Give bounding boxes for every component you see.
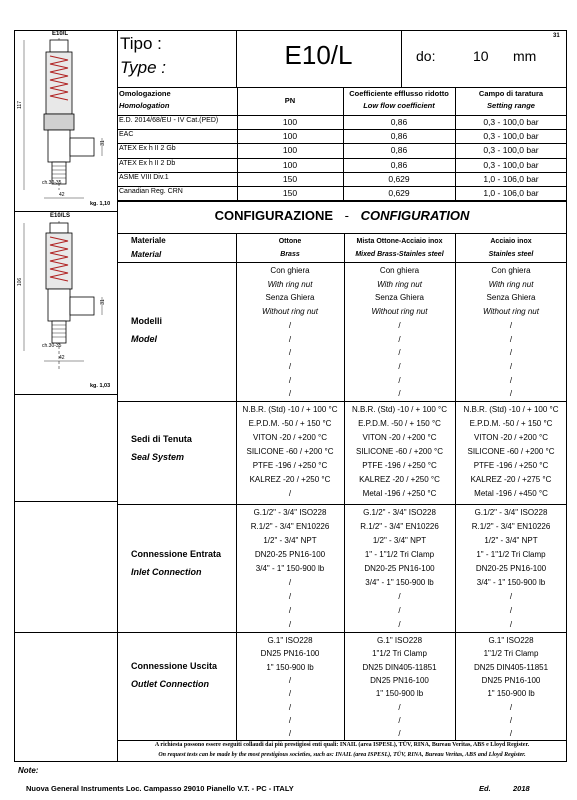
dim-width: 31 xyxy=(99,140,106,146)
drawing-title: E10/LS xyxy=(50,213,71,219)
homol-cell-name: Canadian Reg. CRN xyxy=(119,188,183,195)
model-code: E10/L xyxy=(284,40,353,70)
homol-col-range-it: Campo di taratura xyxy=(478,89,544,98)
valve-section-icon xyxy=(14,30,117,211)
section-line-3 xyxy=(117,632,567,633)
material-brass-it: Ottone xyxy=(278,238,302,245)
config-cell: With ring nut xyxy=(377,279,422,289)
config-cell: N.B.R. (Std) -10 / + 100 °C xyxy=(351,405,447,414)
config-cell: / xyxy=(398,361,401,371)
config-cell: / xyxy=(288,348,292,358)
homol-row-line xyxy=(117,186,567,187)
section-line-2 xyxy=(117,504,567,505)
config-cell: 1" - 1"1/2 Tri Clamp xyxy=(364,550,435,559)
config-cell: / xyxy=(288,702,292,712)
config-cell: With ring nut xyxy=(488,279,534,289)
config-cell: Without ring nut xyxy=(483,307,539,317)
homol-cell-range: 0,3 - 100,0 bar xyxy=(483,117,539,127)
config-cell: Metal -196 / +250 °C xyxy=(362,489,437,498)
homol-row-line xyxy=(117,129,567,130)
config-cell: / xyxy=(509,592,513,601)
drawing-sep-3 xyxy=(14,501,117,502)
config-cell: / xyxy=(288,320,292,330)
config-cell: / xyxy=(288,375,292,385)
config-cell: E.P.D.M. -50 / + 150 °C xyxy=(469,419,553,428)
config-cell: 1/2" - 3/4" NPT xyxy=(484,536,538,545)
valve-drawing-e10ls xyxy=(14,211,117,394)
footnote-en: On request tests can be made by the most prestigious societies, such as: INAIL (area ISPESL), TÜV, RINA, Bureau Veritas, ABS and Lloyd Register. xyxy=(158,752,526,758)
config-cell: / xyxy=(509,361,513,371)
config-cell: DN25 PN16-100 xyxy=(260,649,320,659)
config-title-it: CONFIGURAZIONE xyxy=(214,208,334,223)
homol-cell-range: 1,0 - 106,0 bar xyxy=(483,173,539,184)
config-cell: SILICONE -60 / +200 °C xyxy=(246,447,334,456)
material-stainless-en: Stainles steel xyxy=(488,251,534,258)
config-cell: / xyxy=(509,620,513,629)
dim-thread: ch.30-35 xyxy=(42,180,62,186)
config-cell: PTFE -196 / +250 °C xyxy=(473,461,549,470)
config-cell: KALREZ -20 / +275 °C xyxy=(470,475,552,484)
config-cell: / xyxy=(288,592,292,601)
config-cell: / xyxy=(398,592,401,601)
drawing-sep-4 xyxy=(14,632,117,633)
config-cell: DN20-25 PN16-100 xyxy=(364,564,435,573)
config-cell: 3/4" - 1" 150-900 lb xyxy=(365,578,434,587)
config-cell: / xyxy=(509,334,513,344)
homol-cell-name: ASME VIII Div.1 xyxy=(119,173,169,181)
config-cell: R.1/2" - 3/4" EN10226 xyxy=(471,522,551,531)
config-cell: 1" 150-900 lb xyxy=(375,689,424,699)
config-cell: / xyxy=(288,729,292,739)
homol-row-line xyxy=(117,172,567,173)
homol-cell-range: 0,3 - 100,0 bar xyxy=(483,131,539,142)
homol-cell-coef: 0,629 xyxy=(388,188,410,198)
config-cell: Without ring nut xyxy=(371,307,428,317)
config-cell: With ring nut xyxy=(267,279,313,289)
valve-drawing-e10l xyxy=(14,30,117,211)
header-div-2 xyxy=(401,30,402,87)
footer-year: 2018 xyxy=(513,784,530,793)
config-cell: / xyxy=(509,320,513,330)
config-cell: 1/2" - 3/4" NPT xyxy=(372,536,427,545)
dim-height: 117 xyxy=(16,101,23,109)
section-label-it: Connessione Entrata xyxy=(131,549,222,559)
config-cell: N.B.R. (Std) -10 / + 100 °C xyxy=(463,405,559,414)
homol-cell-name: ATEX Ex h II 2 Gb xyxy=(119,145,176,153)
config-cell: / xyxy=(398,389,401,399)
config-cell: 3/4" - 1" 150-900 lb xyxy=(476,578,546,587)
config-cell: / xyxy=(288,578,292,587)
do-value: 10 xyxy=(473,48,489,64)
homol-col-range-en: Setting range xyxy=(487,101,535,110)
config-cell: G.1/2" - 3/4" ISO228 xyxy=(474,508,548,517)
type-label: Type : xyxy=(120,58,166,77)
homol-cell-pn: 100 xyxy=(282,145,298,156)
section-label-it: Connessione Uscita xyxy=(131,661,218,671)
config-title xyxy=(117,208,567,223)
homol-cell-name: ATEX Ex h II 2 Db xyxy=(119,159,176,167)
drawing-title: E10/L xyxy=(52,31,69,37)
drawing-column-divider xyxy=(117,30,118,762)
homol-row-line xyxy=(117,143,567,144)
page-number: 31 xyxy=(553,33,560,39)
config-cell: / xyxy=(509,729,513,739)
config-cell: DN25 DIN405-11851 xyxy=(362,662,437,672)
config-cell: / xyxy=(288,606,292,615)
config-cell: / xyxy=(288,689,292,699)
homol-cell-name: E.D. 2014/68/EU - IV Cat.(PED) xyxy=(119,117,219,124)
homol-cell-coef: 0,629 xyxy=(388,173,410,184)
section-label-en: Seal System xyxy=(131,452,185,462)
config-cell: E.P.D.M. -50 / + 150 °C xyxy=(358,419,441,428)
section-label-en: Model xyxy=(131,334,157,344)
section-label-en: Inlet Connection xyxy=(131,567,202,577)
config-cell: 1" 150-900 lb xyxy=(487,689,535,699)
drawing-weight: kg. 1,10 xyxy=(90,201,111,207)
config-cell: / xyxy=(509,348,513,358)
drawing-sep-2 xyxy=(14,394,117,395)
config-cell: / xyxy=(398,729,401,739)
config-cell: Without ring nut xyxy=(262,307,318,317)
homol-col-coef-it: Coefficiente efflusso ridotto xyxy=(349,89,449,98)
material-stainless-it: Acciaio inox xyxy=(490,238,532,245)
config-cell: G.1/2" - 3/4" ISO228 xyxy=(253,508,327,517)
config-cell: / xyxy=(509,715,513,725)
config-cell: / xyxy=(398,702,401,712)
drawing-weight: kg. 1,03 xyxy=(90,383,111,389)
footer-ed-label: Ed. xyxy=(479,784,491,793)
config-cell: / xyxy=(398,334,401,344)
dim-base: 42 xyxy=(59,192,65,198)
config-cell: Con ghiera xyxy=(379,266,420,275)
config-title-dash: - xyxy=(344,208,349,223)
config-cell: / xyxy=(398,375,401,385)
homol-cell-range: 0,3 - 100,0 bar xyxy=(483,145,539,156)
config-cell: G.1" ISO228 xyxy=(488,636,534,645)
config-cell: VITON -20 / +200 °C xyxy=(253,433,327,442)
homol-cell-coef: 0,86 xyxy=(390,117,408,127)
config-cell: SILICONE -60 / +200 °C xyxy=(467,447,555,456)
config-cell: G.1" ISO228 xyxy=(267,636,313,645)
config-cell: / xyxy=(288,389,292,399)
config-cell: G.1" ISO228 xyxy=(376,636,423,645)
config-cell: 1/2" - 3/4" NPT xyxy=(263,536,317,545)
config-title-en: CONFIGURATION xyxy=(360,208,470,223)
config-cell: / xyxy=(398,348,401,358)
config-top-line xyxy=(117,200,567,202)
material-label-it: Materiale xyxy=(131,236,166,245)
config-cell: / xyxy=(288,489,292,498)
config-cell: KALREZ -20 / +250 °C xyxy=(359,475,440,484)
material-line xyxy=(117,262,567,263)
config-cell: Metal -196 / +450 °C xyxy=(474,489,548,498)
homol-col-coef-en: Low flow coefficient xyxy=(363,101,435,110)
dim-base: 42 xyxy=(59,355,65,361)
homol-cell-pn: 150 xyxy=(282,188,298,198)
config-cell: 1"1/2 Tri Clamp xyxy=(372,649,427,659)
homol-cell-coef: 0,86 xyxy=(390,159,408,170)
config-cell: DN25 DIN405-11851 xyxy=(473,662,549,672)
config-cell: / xyxy=(509,375,513,385)
config-cell: DN20-25 PN16-100 xyxy=(475,564,547,573)
config-cell: / xyxy=(509,389,513,399)
tipo-label: Tipo : xyxy=(120,34,162,53)
config-cell: E.P.D.M. -50 / + 150 °C xyxy=(248,419,332,428)
header-bottom-line xyxy=(117,87,567,88)
config-cell: DN25 PN16-100 xyxy=(481,675,541,685)
homol-col-name-it: Omologazione xyxy=(119,89,171,98)
dim-width: 31 xyxy=(99,299,106,305)
homol-cell-name: EAC xyxy=(119,131,134,139)
config-cell: 1" - 1"1/2 Tri Clamp xyxy=(476,550,546,559)
section-line-1 xyxy=(117,401,567,402)
config-cell: 3/4" - 1" 150-900 lb xyxy=(255,564,325,573)
config-cell: G.1/2" - 3/4" ISO228 xyxy=(363,508,436,517)
config-cell: R.1/2" - 3/4" EN10226 xyxy=(250,522,330,531)
homol-cell-range: 0,3 - 100,0 bar xyxy=(483,159,539,170)
footer-company: Nuova General Instruments Loc. Campasso 29010 Pianello V.T. - PC - ITALY xyxy=(26,784,294,793)
homol-cell-pn: 100 xyxy=(282,159,298,170)
homol-cell-range: 1,0 - 106,0 bar xyxy=(483,188,539,198)
config-cell: / xyxy=(288,675,292,685)
config-cell: SILICONE -60 / +200 °C xyxy=(355,447,443,456)
config-cell: N.B.R. (Std) -10 / + 100 °C xyxy=(242,405,338,414)
config-cell: Con ghiera xyxy=(270,266,310,275)
config-cell: / xyxy=(288,715,292,725)
config-title-line xyxy=(117,233,567,234)
config-cell: / xyxy=(398,320,401,330)
do-label: do: xyxy=(416,48,436,64)
material-label-en: Material xyxy=(131,250,162,259)
footer-note: Note: xyxy=(18,766,39,775)
homol-cell-pn: 150 xyxy=(282,173,298,184)
config-cell: 1" 150-900 lb xyxy=(266,662,314,672)
config-cell: VITON -20 / +200 °C xyxy=(362,433,437,442)
homol-row-line xyxy=(117,158,567,159)
section-label-en: Outlet Connection xyxy=(131,679,209,689)
config-cell: / xyxy=(398,715,401,725)
config-cell: DN25 PN16-100 xyxy=(370,675,429,685)
homol-cell-coef: 0,86 xyxy=(390,131,408,142)
section-label-it: Sedi di Tenuta xyxy=(131,434,192,444)
config-cell: PTFE -196 / +250 °C xyxy=(362,461,437,470)
section-label-it: Modelli xyxy=(131,316,162,326)
config-cell: / xyxy=(288,334,292,344)
config-cell: Con ghiera xyxy=(491,266,531,275)
material-mixed-it: Mista Ottone-Acciaio inox xyxy=(356,238,443,245)
dim-height: 106 xyxy=(17,277,24,287)
homol-cell-pn: 100 xyxy=(282,117,298,127)
config-cell: Senza Ghiera xyxy=(375,293,424,303)
material-mixed-en: Mixed Brass-Stainles steel xyxy=(355,251,444,258)
config-cell: Senza Ghiera xyxy=(265,293,315,303)
config-cell: / xyxy=(509,702,513,712)
material-brass-en: Brass xyxy=(280,251,300,258)
config-cell: / xyxy=(288,620,292,629)
footnote-it: A richiesta possono essere eseguiti collaudi dai più prestigiosi enti quali: INAIL (area ISPESL), TÜV, RINA, Bureau Veritas, ABS e Lloyd Register. xyxy=(154,742,530,748)
homol-col-pn: PN xyxy=(284,96,296,105)
homol-cell-pn: 100 xyxy=(282,131,298,142)
config-cell: Senza Ghiera xyxy=(486,293,536,303)
config-cell: / xyxy=(509,606,513,615)
homol-cell-coef: 0,86 xyxy=(390,145,408,156)
config-cell: / xyxy=(398,620,401,629)
config-cell: 1"1/2 Tri Clamp xyxy=(483,649,539,659)
config-cell: PTFE -196 / +250 °C xyxy=(252,461,328,470)
homol-header-line xyxy=(117,115,567,116)
config-cell: VITON -20 / +200 °C xyxy=(474,433,548,442)
homol-col-name-en: Homologation xyxy=(119,101,170,110)
config-cell: / xyxy=(288,361,292,371)
config-cell: KALREZ -20 / +250 °C xyxy=(249,475,331,484)
dim-thread: ch.30-35 xyxy=(42,343,62,349)
do-unit: mm xyxy=(513,48,537,64)
config-cell: R.1/2" - 3/4" EN10226 xyxy=(360,522,439,531)
config-cell: DN20-25 PN16-100 xyxy=(254,550,326,559)
config-cell: / xyxy=(398,606,401,615)
